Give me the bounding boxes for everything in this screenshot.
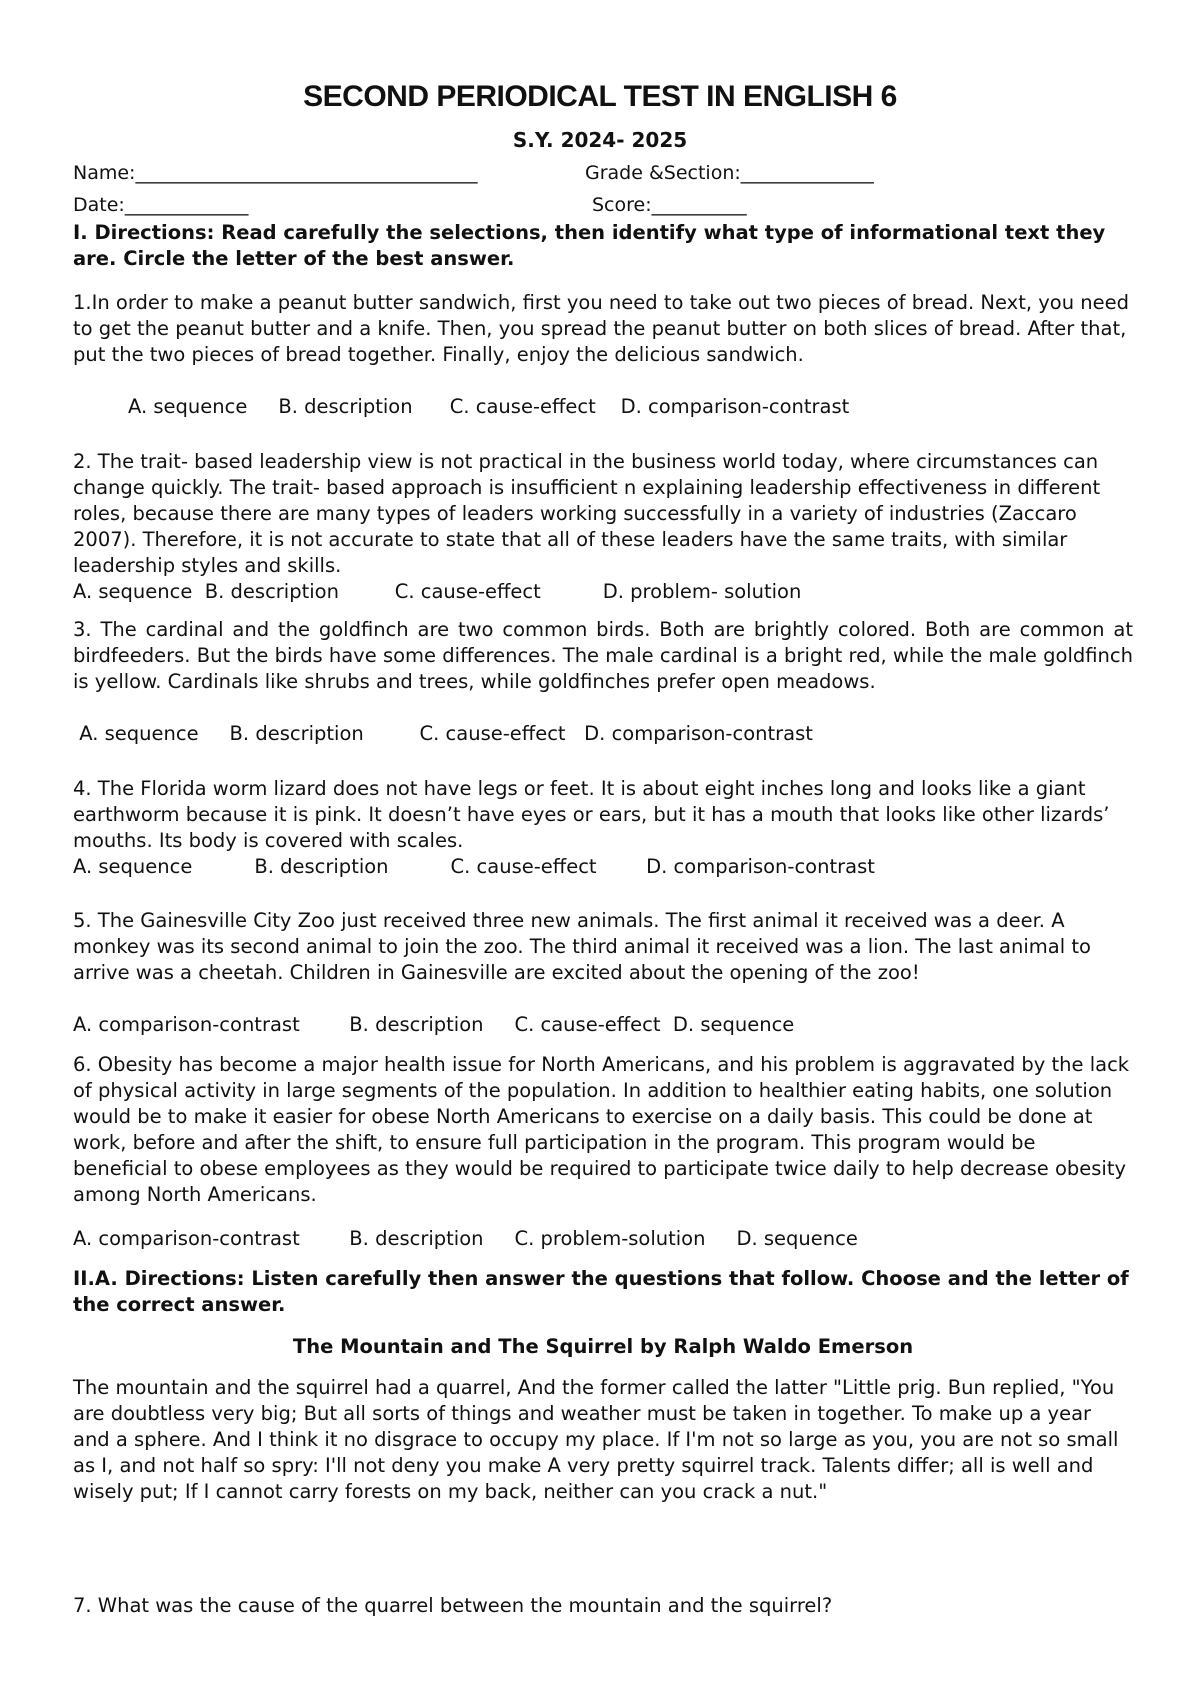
question-3-options[interactable]: A. sequence B. description C. cause-effect D. comparison-contrast — [73, 722, 813, 745]
question-6-text: 6. Obesity has become a major health issue for North Americans, and his problem is aggravated by the lack of physical activity in large segments of the population. In addition to healthier eating habits, one solution would be to make it easier for obese North Americans to exercise on a daily basis. This could be done at work, before and after the shift, to ensure full participation in the program. This program would be beneficial to obese employees as they would be required to participate twice daily to help decrease obesity among North Americans. — [73, 1053, 1130, 1206]
question-6-options[interactable]: A. comparison-contrast B. description C. problem-solution D. sequence — [73, 1227, 858, 1250]
date-field[interactable]: Date:_____________ — [73, 194, 249, 216]
grade-section-field[interactable]: Grade &Section:______________ — [585, 162, 874, 184]
school-year: S.Y. 2024- 2025 — [512, 128, 688, 152]
score-field[interactable]: Score:__________ — [592, 194, 747, 216]
question-1-options[interactable]: A. sequence B. description C. cause-effect D. comparison-contrast — [128, 395, 850, 418]
part1-directions: I. Directions: Read carefully the selections, then identify what type of informational text they are. Circle the letter of the best answer. — [73, 221, 1106, 270]
question-4-options[interactable]: A. sequence B. description C. cause-effect D. comparison-contrast — [73, 855, 875, 878]
part2-directions: II.A. Directions: Listen carefully then answer the questions that follow. Choose and the letter of the correct answer. — [73, 1267, 1129, 1316]
question-2-text: 2. The trait- based leadership view is not practical in the business world today, where circumstances can change quickly. The trait- based approach is insufficient n explaining leadership effectiveness in different roles, because there are many types of leaders working successfully in a variety of industries (Zaccaro 2007). Therefore, it is not accurate to state that all of these leaders have the same traits, with similar leadership styles and skills. — [73, 450, 1101, 577]
question-3-text: 3. The cardinal and the goldfinch are two common birds. Both are brightly colored. Both are common at birdfeeders. But the birds have some differences. The male cardinal is a bright red, while the male goldfinch is yellow. Cardinals like shrubs and trees, while goldfinches prefer open meadows. — [73, 618, 1133, 693]
question-4-text: 4. The Florida worm lizard does not have legs or feet. It is about eight inches long and looks like a giant earthworm because it is pink. It doesn’t have eyes or ears, but it has a mouth that looks like other lizards’ mouths. Its body is covered with scales. — [73, 777, 1110, 852]
poem-title: The Mountain and The Squirrel by Ralph Waldo Emerson — [292, 1335, 914, 1358]
question-2-options[interactable]: A. sequence B. description C. cause-effect D. problem- solution — [73, 580, 802, 603]
name-field[interactable]: Name:____________________________________ — [73, 162, 478, 184]
question-5-text: 5. The Gainesville City Zoo just received three new animals. The first animal it received was a deer. A monkey was its second animal to join the zoo. The third animal it received was a lion. The last animal to arrive was a cheetah. Children in Gainesville are excited about the opening of the zoo! — [73, 909, 1091, 984]
poem-text: The mountain and the squirrel had a quarrel, And the former called the latter "Little prig. Bun replied, "You are doubtless very big; But all sorts of things and weather must be taken in together. To make up a year and a sphere. And I think it no disgrace to occupy my place. If I'm not so large as you, you are not so small as I, and not half so spry: I'll not deny you make A very pretty squirrel track. Talents differ; all is well and wisely put; If I cannot carry forests on my back, neither can you crack a nut." — [73, 1376, 1119, 1503]
page-title: SECOND PERIODICAL TEST IN ENGLISH 6 — [303, 80, 897, 113]
question-7-text: 7. What was the cause of the quarrel between the mountain and the squirrel? — [73, 1594, 833, 1617]
question-1-text: 1.In order to make a peanut butter sandwich, first you need to take out two pieces of bread. Next, you need to get the peanut butter and a knife. Then, you spread the peanut butter on both slices of bread. After that, put the two pieces of bread together. Finally, enjoy the delicious sandwich. — [73, 291, 1129, 366]
question-5-options[interactable]: A. comparison-contrast B. description C. cause-effect D. sequence — [73, 1013, 795, 1036]
